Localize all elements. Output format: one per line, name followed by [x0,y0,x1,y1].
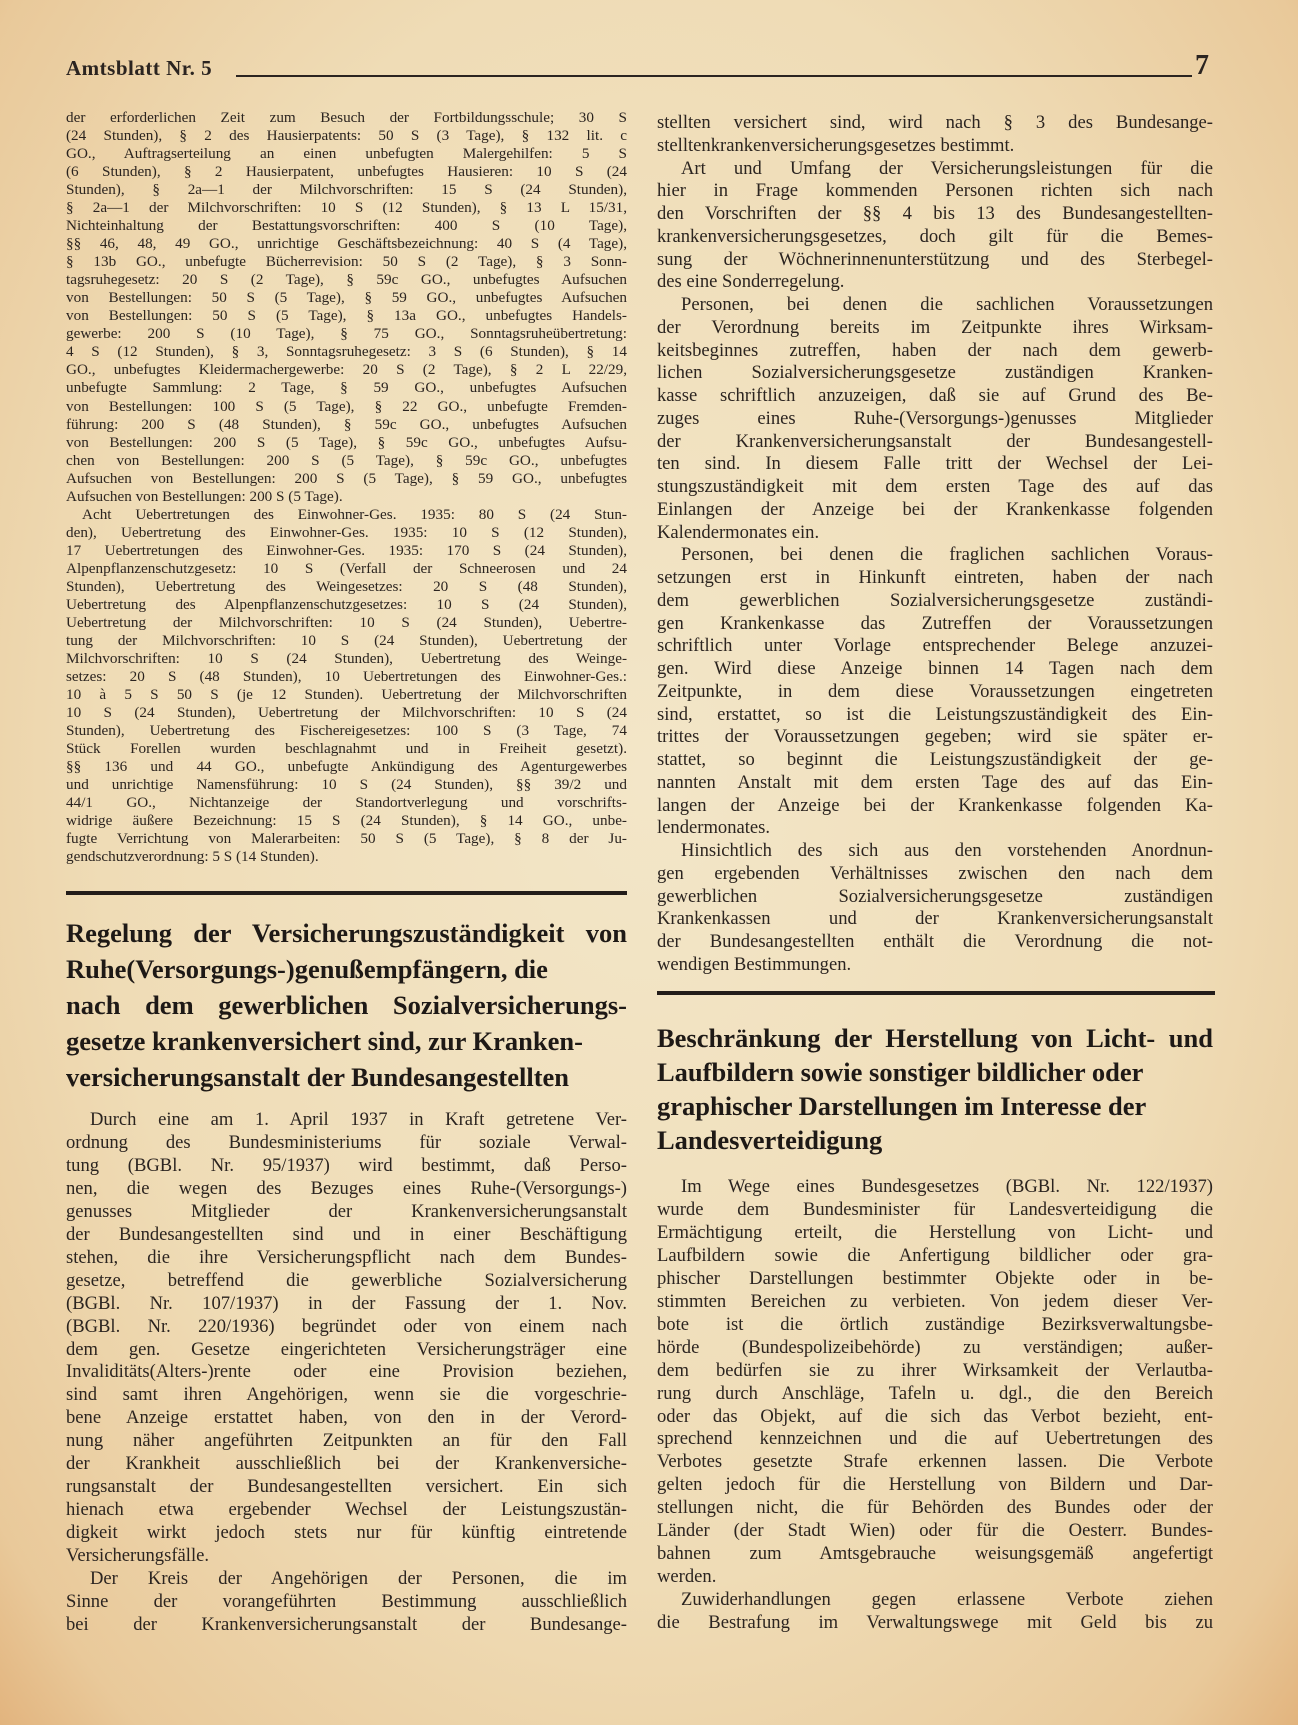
text-line: lendermonates. [657,817,771,839]
headline-line: Regelung der Versicherungszuständigkeit von [66,918,627,948]
text-line: werden. [657,1566,717,1588]
text-line: Alpenpflanzenschutzgesetz: 10 S (Verfall der Schneerosen und 24 [66,559,627,577]
text-line: Stunden), Uebertretung des Fischereigesetzes: 100 S (3 Tage, 74 [66,722,627,740]
text-line: zuges eines Ruhe-(Versorgungs-)genusses Mitglieder [657,407,1213,429]
article2-body [657,1176,1213,1635]
text-line: dem gewerblichen Sozialversicherungsgesetze zuständi- [657,589,1213,611]
text-line: sprechend kennzeichnen und die auf Uebertretungen des [657,1428,1213,1450]
text-line: Ermächtigung erteilt, die Herstellung von Licht- und [657,1221,1213,1243]
text-line: Laufbildern sowie die Anfertigung bildlicher oder gra- [657,1244,1213,1266]
text-line: Acht Uebertretungen des Einwohner-Ges. 1935: 80 S (24 Stun- [82,505,627,523]
text-line: Milchvorschriften: 10 S (24 Stunden), Uebertretung des Weinge- [66,649,627,667]
headline-line: nach dem gewerblichen Sozialversicherungs- [66,990,627,1020]
text-line: langen der Anzeige bei der Krankenkasse folgenden Ka- [657,794,1213,816]
text-line: rungsanstalt der Bundesangestellten versichert. Ein sich [66,1476,627,1498]
text-line: sind samt ihren Angehörigen, wenn sie die vorgeschrie- [66,1384,627,1406]
text-line: der Krankenversicherungsanstalt der Bundesangestell- [657,430,1213,452]
text-line: von Bestellungen: 50 S (5 Tage), § 13a GO., unbefugtes Handels- [66,307,627,325]
text-line: stelltenkrankenversicherungsgesetzes bestimmt. [657,134,1015,156]
text-line: Der Kreis der Angehörigen der Personen, die im [90,1568,627,1590]
text-line: Versicherungsfälle. [66,1545,210,1567]
paragraph [657,1589,1213,1635]
text-line: und unrichtige Namensführung: 10 S (24 Stunden), §§ 39/2 und [66,776,627,794]
text-line: Im Wege eines Bundesgesetzes (BGBl. Nr. 122/1937) [681,1176,1213,1197]
text-line: Stunden), § 2a—1 der Milchvorschriften: 15 S (24 Stunden), [66,181,627,199]
text-line: der Bundesangestellten enthält die Verordnung die not- [657,931,1213,952]
text-line: bei der Krankenversicherungsanstalt der Bundesange- [66,1613,627,1635]
text-line: Invaliditäts(Alters-)rente oder eine Provision beziehen, [66,1361,627,1383]
text-line: der Bundesangestellten sind und in einer Beschäftigung [66,1223,627,1245]
text-line: stungszuständigkeit mit dem ersten Tage des auf das [657,476,1213,497]
text-line: keitsbeginnes zutreffen, haben der nach dem gewerb- [657,339,1213,361]
text-line: gen ergebenden Verhältnisses zwischen den nach dem [657,862,1213,884]
paragraph [657,112,1213,158]
article1-body-right [657,112,1213,977]
text-line: tung der Milchvorschriften: 10 S (24 Stunden), Uebertretung der [66,631,627,649]
text-line: tung (BGBl. Nr. 95/1937) wird bestimmt, daß Perso- [66,1154,627,1176]
paragraph [66,1568,627,1637]
text-line: widrige äußere Bezeichnung: 15 S (24 Stunden), § 14 GO., unbe- [66,812,627,830]
text-line: Zuwiderhandlungen gegen erlassene Verbote ziehen [681,1589,1213,1611]
text-line: kasse schriftlich anzuzeigen, daß sie auf Grund des Be- [657,385,1213,406]
text-line: dem gen. Gesetze eingerichteten Versicherungsträger eine [66,1338,627,1360]
text-line: sung der Wöchnerinnenunterstützung und des Sterbegel- [657,248,1213,270]
text-line: bene Anzeige erstattet haben, von den in der Verord- [66,1407,627,1429]
page-number: 7 [1195,50,1209,81]
text-line: bahnen zum Amtsgebrauche weisungsgemäß angefertigt [657,1543,1213,1565]
text-line: lichen Sozialversicherungsgesetze zuständigen Kranken- [657,362,1213,384]
text-line: setzungen erst in Hinkunft eintreten, haben der nach [657,567,1213,588]
text-line: gelten jedoch für die Herstellung von Bildern und Dar- [657,1474,1213,1496]
text-line: nung näher angeführten Zeitpunkten an für den Fall [66,1430,627,1452]
text-line: (BGBl. Nr. 107/1937) in der Fassung der 1. Nov. [66,1292,627,1314]
text-line: phischer Darstellungen bestimmter Objekte oder in be- [657,1267,1213,1289]
text-line: rung durch Anschläge, Tafeln u. dgl., die den Bereich [657,1382,1213,1404]
headline-line: Ruhe(Versorgungs-)genußempfängern, die [66,954,548,984]
text-line: Uebertretung der Milchvorschriften: 10 S (24 Stunden), Uebertre- [66,613,627,631]
text-line: den Vorschriften der §§ 4 bis 13 des Bundesangestellten- [657,203,1213,224]
text-line: setzes: 20 S (48 Stunden), 10 Uebertretungen des Einwohner-Ges.: [66,667,627,685]
header-rule [236,75,1192,77]
text-line: Krankenkassen und der Krankenversicherungsanstalt [657,908,1213,930]
article2-headline [657,1021,1213,1157]
text-line: stellungen nicht, die für Behörden des Bundes oder der [657,1497,1213,1519]
text-line: von Bestellungen: 100 S (5 Tage), § 22 GO., unbefugte Fremden- [66,397,627,415]
text-line: (BGBl. Nr. 220/1936) begründet oder von einem nach [66,1315,627,1337]
text-line: hier in Frage kommenden Personen richten sich nach [657,180,1213,202]
article1-body-left [66,1109,627,1637]
text-line: §§ 136 und 44 GO., unbefugte Ankündigung des Agenturgewerbes [66,758,627,776]
headline-line: Beschränkung der Herstellung von Licht- und [657,1023,1213,1053]
text-line: stimmten Bereichen zu verbieten. Von jedem dieser Ver- [657,1290,1213,1312]
text-line: dem bedürfen sie zu ihrer Wirksamkeit der Verlautba- [657,1359,1213,1381]
text-line: wurde dem Bundesminister für Landesverteidigung die [657,1198,1213,1220]
text-line: krankenversicherungsgesetzes, doch gilt für die Bemes- [657,225,1213,247]
text-line: von Bestellungen: 50 S (5 Tage), § 59 GO., unbefugtes Aufsuchen [66,289,627,307]
text-line: gewerblichen Sozialversicherungsgesetze zuständigen [657,885,1213,907]
text-line: Zeitpunkte, in dem diese Voraussetzungen eingetreten [657,680,1213,702]
text-line: von Bestellungen: 200 S (5 Tage), § 59c GO., unbefugtes Aufsu- [66,433,627,451]
text-line: unbefugte Sammlung: 2 Tage, § 59 GO., unbefugtes Aufsuchen [66,379,627,397]
text-line: Personen, bei denen die fraglichen sachlichen Voraus- [681,544,1213,566]
section-rule-right [657,991,1215,995]
text-line: hörde (Bundespolizeibehörde) zu verständigen; außer- [657,1336,1213,1358]
gazette-title: Amtsblatt Nr. 5 [66,56,213,80]
text-line: der Krankheit ausschließlich bei der Krankenversiche- [66,1453,627,1475]
paragraph [657,1176,1213,1589]
text-line: Einlangen der Anzeige bei der Krankenkasse folgenden [657,498,1213,520]
text-line: chen von Bestellungen: 200 S (5 Tage), § 59c GO., unbefugtes [66,451,627,469]
text-line: stattet, so beginnt die Leistungszuständigkeit der ge- [657,749,1213,770]
text-line: stellten versichert sind, wird nach § 3 des Bundesange- [657,112,1213,133]
text-line: ten sind. In diesem Falle tritt der Wechsel der Lei- [657,453,1213,475]
paragraph [657,158,1213,295]
paragraph [657,840,1213,977]
text-line: § 2a—1 der Milchvorschriften: 10 S (12 Stunden), § 13 L 15/31, [66,199,627,217]
penalty-notice-text [66,109,627,866]
text-line: Verbotes gesetzte Strafe erkennen lassen. Die Verbote [657,1451,1213,1473]
text-line: wendigen Bestimmungen. [657,953,852,975]
text-line: nannten Anstalt mit dem ersten Tage des auf das Ein- [657,771,1213,793]
text-line: GO., unbefugtes Kleidermachergewerbe: 20 S (2 Tage), § 2 L 22/29, [66,361,627,379]
text-line: GO., Auftragserteilung an einen unbefugten Malergehilfen: 5 S [66,145,627,163]
headline-line: Landesverteidigung [657,1125,883,1155]
text-line: hienach etwa ergebender Wechsel der Leistungszustän- [66,1499,627,1521]
text-line: Aufsuchen von Bestellungen: 200 S (5 Tage), § 59 GO., unbefugtes [66,469,627,487]
section-rule-left [66,891,627,895]
paragraph [66,506,627,867]
text-line: sind, erstattet, so ist die Leistungszuständigkeit des Ein- [657,703,1213,725]
text-line: Kalendermonates ein. [657,521,820,543]
text-line: 10 S (24 Stunden), Uebertretung der Milchvorschriften: 10 S (24 [66,704,627,722]
text-line: schriftlich unter Vorlage entsprechender Belege anzuzei- [657,635,1213,657]
text-line: gen. Wird diese Anzeige binnen 14 Tagen nach dem [657,658,1213,679]
text-line: genusses Mitglieder der Krankenversicherungsanstalt [66,1200,627,1222]
paragraph [66,109,627,506]
paragraph [66,1109,627,1568]
headline-line: versicherungsanstalt der Bundesangestellten [66,1062,570,1092]
text-line: den), Uebertretung des Einwohner-Ges. 1935: 10 S (12 Stunden), [66,523,627,541]
text-line: Länder (der Stadt Wien) oder für die Oesterr. Bundes- [657,1520,1213,1542]
text-line: §§ 46, 48, 49 GO., unrichtige Geschäftsbezeichnung: 40 S (4 Tage), [66,235,627,253]
text-line: (24 Stunden), § 2 des Hausierpatents: 50 S (3 Tage), § 132 lit. c [66,127,627,145]
text-line: der erforderlichen Zeit zum Besuch der Fortbildungsschule; 30 S [66,109,627,126]
text-line: digkeit wirkt jedoch stets nur für künftig eintretende [66,1522,627,1544]
text-line: gewerbe: 200 S (10 Tage), § 75 GO., Sonntagsruheübertretung: [66,325,627,343]
text-line: ordnung des Bundesministeriums für soziale Verwal- [66,1131,627,1153]
text-line: § 13b GO., unbefugte Bücherrevision: 50 S (2 Tage), § 3 Sonn- [66,253,627,271]
headline-line: graphischer Darstellungen im Interesse der [657,1091,1147,1121]
text-line: Hinsichtlich des sich aus den vorstehenden Anordnun- [681,840,1213,861]
text-line: des eine Sonderregelung. [657,271,845,293]
text-line: nen, die wegen des Bezuges eines Ruhe-(Versorgungs-) [66,1177,627,1199]
article1-headline [66,915,627,1095]
text-line: stehen, die ihre Versicherungspflicht nach dem Bundes- [66,1246,627,1268]
text-line: bote ist die örtlich zuständige Bezirksverwaltungsbe- [657,1313,1213,1335]
text-line: Art und Umfang der Versicherungsleistungen für die [681,157,1213,179]
text-line: tagsruhegesetz: 20 S (2 Tage), § 59c GO., unbefugtes Aufsuchen [66,271,627,289]
text-line: trittes der Voraussetzungen gegeben; wird sie später er- [657,726,1213,748]
text-line: Uebertretung des Alpenpflanzenschutzgesetzes: 10 S (24 Stunden), [66,595,627,613]
text-line: Sinne der vorangeführten Bestimmung ausschließlich [66,1591,627,1613]
text-line: Nichteinhaltung der Bestattungsvorschriften: 400 S (10 Tage), [66,217,627,235]
text-line: gesetze, betreffend die gewerbliche Sozialversicherung [66,1269,627,1291]
paragraph [657,294,1213,544]
headline-line: Laufbildern sowie sonstiger bildlicher oder [657,1057,1144,1087]
paragraph [657,544,1213,840]
text-line: Stunden), Uebertretung des Weingesetzes: 20 S (48 Stunden), [66,577,627,595]
text-line: Aufsuchen von Bestellungen: 200 S (5 Tage). [66,487,343,505]
text-line: Personen, bei denen die sachlichen Voraussetzungen [681,294,1213,315]
text-line: 10 à 5 S 50 S (je 12 Stunden). Uebertretung der Milchvorschriften [66,686,627,703]
text-line: oder das Objekt, auf die sich das Verbot bezieht, ent- [657,1405,1213,1427]
text-line: die Bestrafung im Verwaltungswege mit Geld bis zu [657,1612,1213,1634]
text-line: 17 Uebertretungen des Einwohner-Ges. 1935: 170 S (24 Stunden), [66,541,627,559]
text-line: fugte Verrichtung von Malerarbeiten: 50 S (5 Tage), § 8 der Ju- [66,830,627,848]
text-line: Stück Forellen wurden beschlagnahmt und in Freiheit gesetzt). [66,740,627,758]
text-line: 4 S (12 Stunden), § 3, Sonntagsruhegesetz: 3 S (6 Stunden), § 14 [66,343,627,361]
text-line: der Verordnung bereits im Zeitpunkte ihres Wirksam- [657,316,1213,338]
headline-line: gesetze krankenversichert sind, zur Kranken- [66,1026,583,1056]
text-line: (6 Stunden), § 2 Hausierpatent, unbefugtes Hausieren: 10 S (24 [66,163,627,181]
text-line: 44/1 GO., Nichtanzeige der Standortverlegung und vorschrifts- [66,794,627,812]
text-line: gendschutzverordnung: 5 S (14 Stunden). [66,848,319,866]
text-line: Durch eine am 1. April 1937 in Kraft getretene Ver- [90,1109,627,1130]
text-line: führung: 200 S (48 Stunden), § 59c GO., unbefugtes Aufsuchen [66,415,627,433]
text-line: gen Krankenkasse das Zutreffen der Voraussetzungen [657,612,1213,634]
